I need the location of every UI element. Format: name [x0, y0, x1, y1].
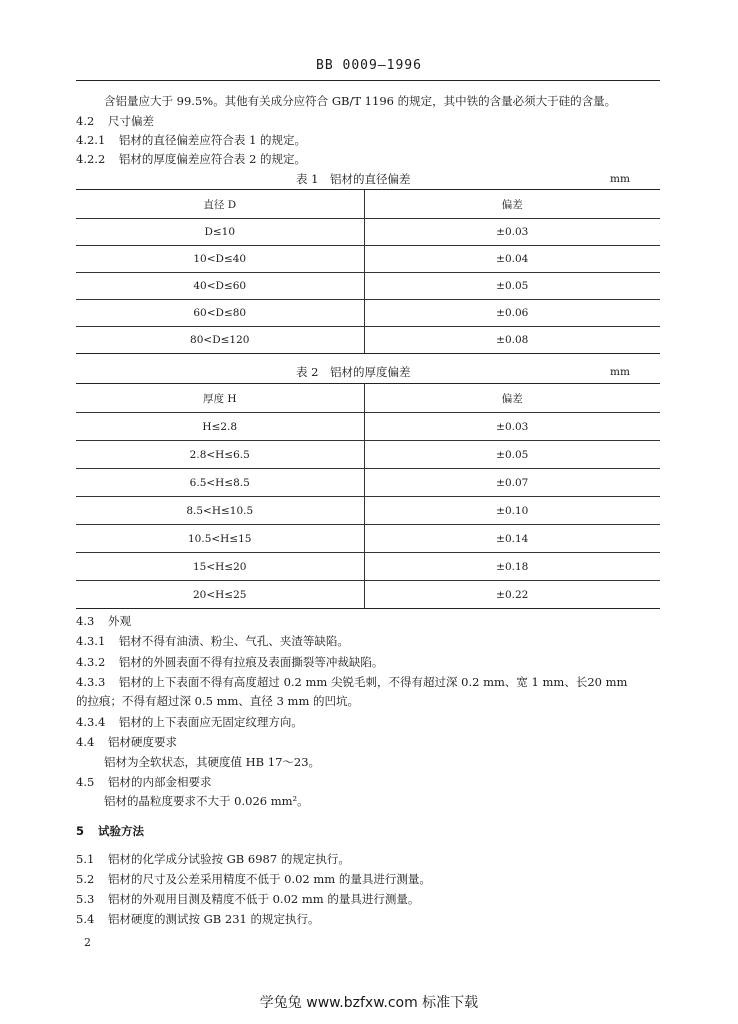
section-number: 4.5	[76, 775, 95, 789]
table1-diameter-tolerance	[76, 189, 660, 354]
section-5-4	[76, 912, 320, 926]
section-number: 4.3	[76, 614, 95, 628]
table-cell: 10.5<H≤15	[76, 525, 364, 553]
table-cell: 60<D≤80	[76, 300, 364, 327]
section-5	[76, 824, 144, 838]
section-text: 铝材的上下表面应无固定纹理方向。	[118, 715, 303, 729]
section-number: 4.2	[76, 114, 95, 128]
section-number: 4.2.1	[76, 133, 106, 147]
section-4-3-3-continued: 的拉痕；不得有超过深 0.5 mm、直径 3 mm 的凹坑。	[76, 694, 360, 708]
section-number: 4.2.2	[76, 152, 106, 166]
intro-paragraph: 含铝量应大于 99.5%。其他有关成分应符合 GB/T 1196 的规定，其中铁的含量必须大于硅的含量。	[104, 94, 617, 108]
section-title: 试验方法	[98, 824, 145, 838]
section-text: 铝材的厚度偏差应符合表 2 的规定。	[118, 152, 307, 166]
table-cell: ±0.06	[364, 300, 660, 327]
section-4-3-1	[76, 634, 349, 648]
section-4-3-2	[76, 655, 383, 669]
table-cell: ±0.10	[364, 497, 660, 525]
section-number: 5.1	[76, 852, 95, 866]
section-4-2-1	[76, 133, 306, 147]
section-number: 4.3.1	[76, 634, 106, 648]
table-cell: ±0.05	[364, 273, 660, 300]
table-row	[76, 525, 660, 553]
table-cell: ±0.22	[364, 581, 660, 609]
table-row	[76, 441, 660, 469]
section-number: 5.4	[76, 912, 95, 926]
table-cell: ±0.03	[364, 413, 660, 441]
table1-header-tolerance: 偏差	[364, 190, 660, 219]
table-cell: 80<D≤120	[76, 327, 364, 354]
table-cell: 10<D≤40	[76, 246, 364, 273]
table-cell: 40<D≤60	[76, 273, 364, 300]
table2-header-thickness: 厚度 H	[76, 384, 364, 413]
section-number: 5	[76, 824, 85, 838]
section-text-line1: 铝材的上下表面不得有高度超过 0.2 mm 尖锐毛刺，不得有超过深 0.2 mm、宽 1 mm、长20 mm	[118, 675, 628, 689]
table1-header-diameter: 直径 D	[76, 190, 364, 219]
footer-watermark: 学兔兔 www.bzfxw.com 标准下载	[259, 995, 479, 1011]
table-row	[76, 273, 660, 300]
section-5-1	[76, 852, 350, 866]
section-number: 5.3	[76, 892, 95, 906]
table-row	[76, 246, 660, 273]
page-number: 2	[84, 936, 91, 949]
table-cell: 20<H≤25	[76, 581, 364, 609]
table-cell: 15<H≤20	[76, 553, 364, 581]
table-cell: ±0.14	[364, 525, 660, 553]
table-cell: ±0.18	[364, 553, 660, 581]
section-text: 铝材的外观用目测及精度不低于 0.02 mm 的量具进行测量。	[107, 892, 420, 906]
table2-header-tolerance: 偏差	[364, 384, 660, 413]
section-4-5	[76, 775, 211, 789]
table-cell: ±0.07	[364, 469, 660, 497]
table-cell: ±0.03	[364, 219, 660, 246]
section-title: 铝材的内部金相要求	[107, 775, 212, 789]
table-cell: 8.5<H≤10.5	[76, 497, 364, 525]
section-5-2	[76, 872, 431, 886]
section-5-3	[76, 892, 419, 906]
section-text: 铝材不得有油渍、粉尘、气孔、夹渣等缺陷。	[118, 634, 349, 648]
section-text: 铝材的直径偏差应符合表 1 的规定。	[118, 133, 307, 147]
table2-caption: 表 2 铝材的厚度偏差	[296, 365, 411, 379]
standard-header: BB 0009—1996	[316, 58, 422, 73]
section-4-2-2	[76, 152, 306, 166]
table-row	[76, 219, 660, 246]
table-row	[76, 413, 660, 441]
header-rule	[76, 80, 660, 81]
section-4-3	[76, 614, 131, 628]
table-cell: ±0.04	[364, 246, 660, 273]
section-text: 铝材的外圆表面不得有拉痕及表面撕裂等冲裁缺陷。	[118, 655, 384, 669]
table-row	[76, 581, 660, 609]
section-number: 4.3.4	[76, 715, 106, 729]
section-title: 尺寸偏差	[107, 114, 154, 128]
section-title: 外观	[107, 614, 131, 628]
section-number: 4.3.2	[76, 655, 106, 669]
table-cell: 6.5<H≤8.5	[76, 469, 364, 497]
table-cell: H≤2.8	[76, 413, 364, 441]
table-cell: D≤10	[76, 219, 364, 246]
section-text: 铝材的化学成分试验按 GB 6987 的规定执行。	[107, 852, 350, 866]
section-text: 铝材的尺寸及公差采用精度不低于 0.02 mm 的量具进行测量。	[107, 872, 431, 886]
table-row	[76, 497, 660, 525]
section-4-2	[76, 114, 154, 128]
table1-caption: 表 1 铝材的直径偏差	[296, 172, 411, 186]
section-text: 铝材硬度的测试按 GB 231 的规定执行。	[107, 912, 320, 926]
table-cell: 2.8<H≤6.5	[76, 441, 364, 469]
table-cell: ±0.08	[364, 327, 660, 354]
table-row	[76, 553, 660, 581]
table-cell: ±0.05	[364, 441, 660, 469]
section-4-4	[76, 735, 177, 749]
section-number: 5.2	[76, 872, 95, 886]
section-4-3-4	[76, 715, 303, 729]
section-4-3-3	[76, 675, 627, 689]
section-4-5-text: 铝材的晶粒度要求不大于 0.026 mm²。	[104, 794, 309, 808]
section-title: 铝材硬度要求	[107, 735, 177, 749]
table1-unit: mm	[610, 173, 630, 185]
table2-unit: mm	[610, 366, 630, 378]
section-number: 4.3.3	[76, 675, 106, 689]
section-4-4-text: 铝材为全软状态，其硬度值 HB 17～23。	[104, 755, 321, 769]
section-number: 4.4	[76, 735, 95, 749]
table2-thickness-tolerance	[76, 383, 660, 609]
table-row	[76, 469, 660, 497]
table-row	[76, 327, 660, 354]
table-row	[76, 300, 660, 327]
